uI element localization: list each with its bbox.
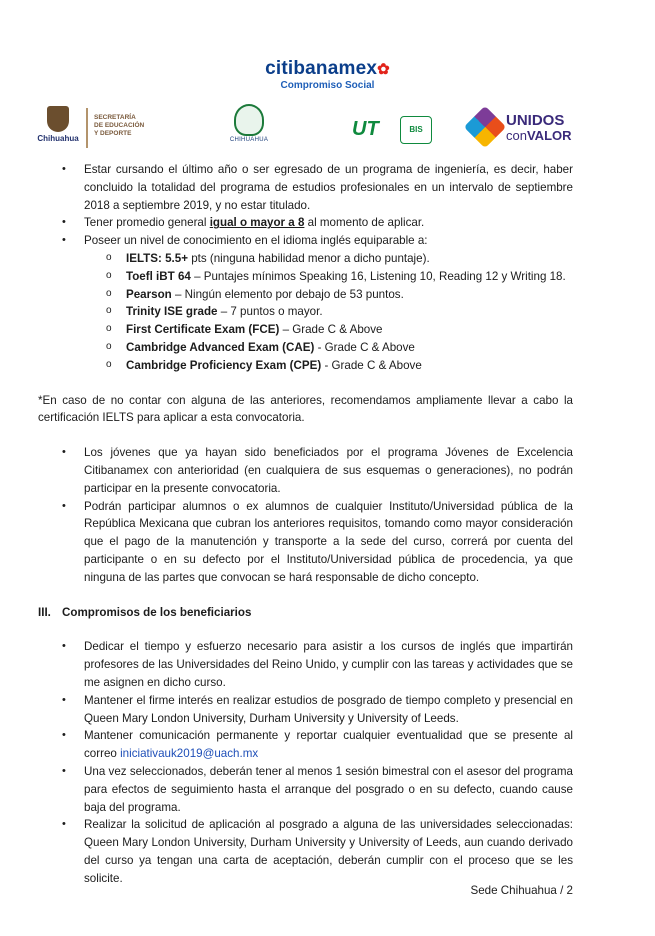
brand-subtitle: Compromiso Social (280, 80, 375, 91)
citibanamex-logo: citibanamex✿ (265, 58, 390, 79)
list-item: • Una vez seleccionados, deberán tener al menos 1 sesión bimestral con el asesor del programa para efectos de seguimiento hasta el arranque del posgrado o en su defecto, cuando cause baja del programa. (0, 763, 655, 816)
exam-item: o Trinity ISE grade – 7 puntos o mayor. (0, 303, 655, 321)
exam-item: o Cambridge Advanced Exam (CAE) - Grade C & Above (0, 339, 655, 357)
list-item: • Realizar la solicitud de aplicación al posgrado a alguna de las universidades seleccionadas: Queen Mary London University, Durham University y University of Leeds, aun cuando derivado del curso ya tengan una carta de aceptación, deberán cumplir con el proceso que se les solicite. (0, 816, 655, 887)
requirements-list (0, 161, 655, 250)
list-item: • Los jóvenes que ya hayan sido beneficiados por el programa Jóvenes de Excelencia Citibanamex con anterioridad (en cualquiera de sus esquemas o generaciones), no podrán participar en la presente convocatoria. (0, 444, 655, 497)
exam-item: o IELTS: 5.5+ pts (ninguna habilidad menor a dicho puntaje). (0, 250, 655, 268)
section-heading: III. Compromisos de los beneficiarios (38, 605, 252, 619)
brand-header (0, 58, 655, 91)
commitments-list (0, 638, 655, 887)
uach-logo: CHIHUAHUA (224, 104, 274, 143)
list-item: • Poseer un nivel de conocimiento en el idioma inglés equiparable a: (0, 232, 655, 250)
hexagon-mark-icon (464, 106, 506, 148)
exam-item: o Toefl iBT 64 – Puntajes mínimos Speaking 16, Listening 10, Reading 12 y Writing 18. (0, 268, 655, 286)
chihuahua-logo: Chihuahua (34, 106, 82, 152)
exam-item: o First Certificate Exam (FCE) – Grade C & Above (0, 321, 655, 339)
unidos-con-valor-logo: UNIDOS conVALOR (470, 110, 580, 146)
page-footer: Sede Chihuahua / 2 (470, 884, 573, 897)
list-item: • Mantener el firme interés en realizar estudios de posgrado de tiempo completo y presencial en Queen Mary London University, Durham University y University of Leeds. (0, 692, 655, 728)
secretaria-logo: SECRETARÍA DE EDUCACIÓN Y DEPORTE (94, 114, 145, 137)
exam-item: o Cambridge Proficiency Exam (CPE) - Grade C & Above (0, 357, 655, 375)
list-item: • Dedicar el tiempo y esfuerzo necesario para asistir a los cursos de inglés que impartirán profesores de las Universidades del Reino Unido, y cumplir con las tareas y actividades que se me asignen en dicho curso. (0, 638, 655, 691)
email-link[interactable]: iniciativauk2019@uach.mx (120, 747, 259, 761)
shield-icon (47, 106, 69, 132)
list-item: • Mantener comunicación permanente y reportar cualquier eventualidad que se presente al correo iniciativauk2019@uach.mx (0, 727, 655, 763)
conditions-list (0, 444, 655, 586)
list-item: • Estar cursando el último año o ser egresado de un programa de ingeniería, es decir, haber concluido la totalidad del programa de estudios profesionales en un intervalo de septiembre 2018 a septiembre 2019, y no estar titulado. (0, 161, 655, 214)
list-item: • Tener promedio general igual o mayor a 8 al momento de aplicar. (0, 214, 655, 232)
ut-culiacan-logo: UT BIS (352, 110, 436, 150)
document-body (0, 161, 655, 887)
university-seal-icon (234, 104, 264, 136)
ielts-note: *En caso de no contar con alguna de las anteriores, recomendamos ampliamente llevar a cabo la certificación IELTS para aplicar a esta convocatoria. (38, 393, 573, 425)
list-item: • Podrán participar alumnos o ex alumnos de cualquier Instituto/Universidad pública de la República Mexicana que cubran los anteriores requisitos, tomando como mayor consideración que el pago de la manutención y transporte a la sede del curso, correrá por cuenta del participante o en su defecto por el Instituto/Universidad pública de procedencia, ya que ninguna de las partes que convocan se hará responsable de dicho concepto. (0, 498, 655, 587)
flower-icon: ✿ (377, 61, 390, 78)
partner-logos (0, 102, 655, 154)
exam-item: o Pearson – Ningún elemento por debajo de 53 puntos. (0, 286, 655, 304)
logo-divider (86, 108, 88, 148)
exam-list (0, 250, 655, 375)
